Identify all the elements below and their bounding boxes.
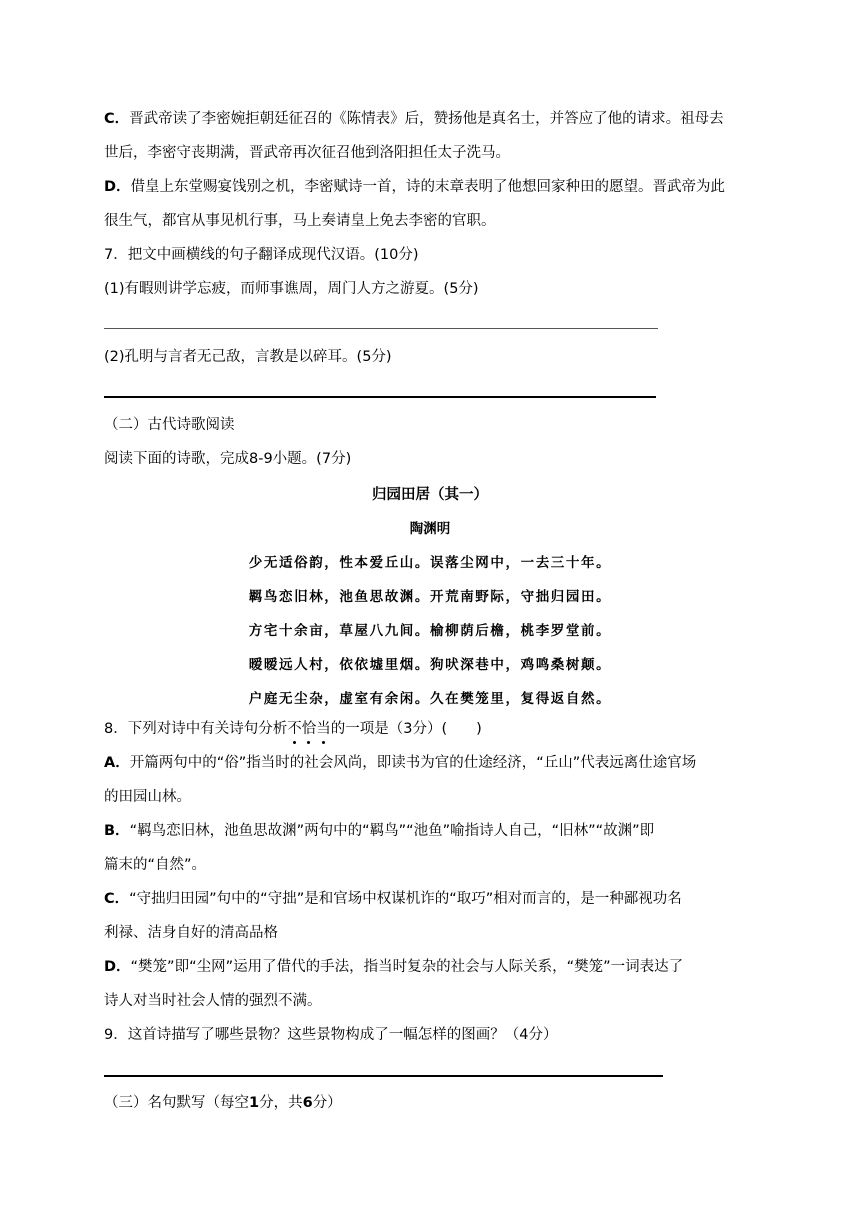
q6-option-c-line2: 世后，李密守丧期满，晋武帝再次征召他到洛阳担任太子洗马。 (104, 145, 510, 161)
option-label: D． (104, 179, 131, 195)
q6-option-c-line1: C．晋武帝读了李密婉拒朝廷征召的《陈情表》后，赞扬他是真名士，并答应了他的请求。祖母去 (104, 111, 724, 127)
answer-line (104, 328, 658, 329)
q8-option-c-line1: C．“守拙归田园”句中的“守拙”是和官场中权谋机诈的“取巧”相对而言的，是一种鄙视功名 (104, 891, 682, 907)
q8-option-d-line1: D．“樊笼”即“尘网”运用了借代的手法，指当时复杂的社会与人际关系，“樊笼”一词表达了 (104, 959, 684, 975)
answer-line (104, 396, 656, 398)
section2-heading: （二）古代诗歌阅读 (104, 417, 235, 433)
q7-stem: 7．把文中画横线的句子翻译成现代汉语。(10分) (104, 247, 419, 263)
q9-stem: 9．这首诗描写了哪些景物？这些景物构成了一幅怎样的图画？（4分） (104, 1027, 558, 1043)
q8-stem: 8．下列对诗中有关诗句分析不恰当的一项是（3分）( ) (104, 721, 482, 737)
emphasis-dot-char: 恰 (301, 721, 317, 737)
section3-heading: （三）名句默写（每空1分，共6分） (104, 1095, 342, 1111)
q6-option-d-line2: 很生气，都官从事见机行事，马上奏请皇上免去李密的官职。 (104, 213, 496, 229)
option-label: B． (104, 823, 130, 839)
q8-option-a-line2: 的田园山林。 (104, 789, 191, 805)
poem-line: 羁鸟恋旧林，池鱼思故渊。开荒南野际，守拙归园田。 (248, 589, 612, 605)
poem-line: 暧暧远人村，依依墟里烟。狗吠深巷中，鸡鸣桑树颠。 (248, 657, 612, 673)
q8-option-b-line1: B．“羁鸟恋旧林，池鱼思故渊”两句中的“羁鸟”“池鱼”喻指诗人自己，“旧林”“故渊”即 (104, 823, 655, 839)
option-label: C． (104, 111, 130, 127)
q8-option-d-line2: 诗人对当时社会人情的强烈不满。 (104, 993, 322, 1009)
option-label: A． (104, 755, 130, 771)
emphasis-dot-char: 不 (287, 721, 302, 737)
option-label: D． (104, 959, 131, 975)
q8-option-a-line1: A．开篇两句中的“俗”指当时的社会风尚，即读书为官的仕途经济，“丘山”代表远离仕途官场 (104, 755, 697, 771)
section2-instruction: 阅读下面的诗歌，完成8-9小题。(7分) (104, 451, 352, 467)
q6-option-d-line1: D．借皇上东堂赐宴饯别之机，李密赋诗一首，诗的末章表明了他想回家种田的愿望。晋武帝为此 (104, 179, 726, 195)
poem-author: 陶渊明 (409, 521, 451, 537)
poem-line: 方宅十余亩，草屋八九间。榆柳荫后檐，桃李罗堂前。 (248, 623, 612, 639)
poem-line: 少无适俗韵，性本爱丘山。误落尘网中，一去三十年。 (248, 555, 612, 571)
emphasis-dot-char: 当 (316, 721, 331, 737)
option-label: C． (104, 891, 130, 907)
q8-option-b-line2: 篇末的“自然”。 (104, 857, 207, 873)
q8-option-c-line2: 利禄、洁身自好的清高品格 (104, 925, 278, 941)
q7-item1: (1)有暇则讲学忘疲，而师事谯周，周门人方之游夏。(5分) (104, 281, 479, 297)
q7-item2: (2)孔明与言者无己敌，言教是以碎耳。(5分) (104, 349, 392, 365)
answer-line (104, 1075, 663, 1077)
poem-line: 户庭无尘杂，虚室有余闲。久在樊笼里，复得返自然。 (248, 691, 612, 707)
poem-title: 归园田居（其一） (372, 487, 488, 503)
